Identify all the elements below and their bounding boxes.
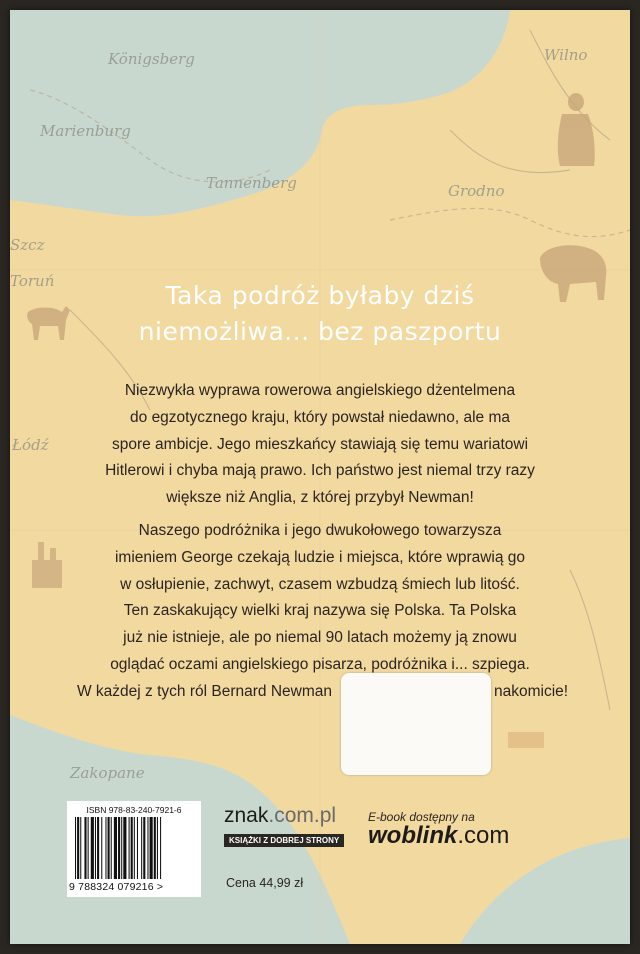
publisher-name	[224, 804, 344, 828]
ebook-store-domain: .com	[457, 822, 510, 849]
barcode-bar	[77, 817, 79, 879]
barcode-bar	[91, 817, 94, 879]
barcode-bar	[108, 817, 110, 879]
ebook-label: E-book dostępny na	[368, 810, 475, 824]
blurb-line-left: W każdej z tych ról Bernard Newman	[77, 682, 332, 700]
blurb-line-right: nakomicie!	[494, 682, 569, 700]
map-label-zakopane: Zakopane	[70, 764, 145, 782]
barcode-bar	[114, 817, 117, 879]
blurb-line: do egzotycznego kraju, który powstał niedawno, ale ma	[130, 408, 510, 426]
book-back-cover	[10, 10, 630, 944]
blurb-line: Hitlerowi i chyba mają prawo. Ich państwo jest niemal trzy razy	[105, 462, 535, 480]
map-label-lodz: Łódź	[12, 436, 49, 454]
price-sticker	[341, 673, 491, 775]
barcode-bar	[157, 817, 158, 879]
map-label-grodno: Grodno	[448, 182, 505, 200]
blurb-line: Naszego podróżnika i jego dwukołowego towarzysza	[138, 522, 502, 539]
map-label-marienburg: Marienburg	[40, 122, 131, 140]
publisher-tagline: KSIĄŻKI Z DOBREJ STRONY	[224, 834, 344, 847]
blurb-line: imieniem George czekają ludzie i miejsca, które wprawią go	[114, 548, 526, 566]
barcode-bar	[105, 817, 106, 879]
barcode-bar	[160, 817, 161, 879]
blurb-line: Niezwykła wyprawa rowerowa angielskiego dżentelmena	[124, 382, 516, 399]
blurb-line: oglądać oczami angielskiego pisarza, podróżnika i... szpiega.	[110, 655, 530, 673]
barcode-bar	[111, 817, 112, 879]
barcode-digits: 9 788324 079216 >	[69, 881, 164, 893]
price-label: Cena 44,99 zł	[226, 876, 304, 890]
barcode-bar	[150, 817, 153, 879]
publisher-name-tld: .com.pl	[268, 804, 337, 827]
barcode-bar	[101, 817, 102, 879]
map-label-tannenberg: Tannenberg	[206, 174, 297, 192]
blurb-paragraph-2	[10, 518, 630, 706]
barcode-bar	[129, 817, 130, 879]
barcode-bar	[134, 817, 135, 879]
blurb-line: spore ambicje. Jego mieszkańcy stawiają się temu wariatowi	[111, 435, 529, 453]
isbn-label: ISBN 978-83-240-7921-6	[86, 805, 182, 815]
blurb-paragraph-1	[10, 378, 630, 512]
headline-line-1: Taka podróż byłaby dziś	[165, 281, 475, 310]
blurb-line: Ten zaskakujący wielki kraj nazywa się Polska. Ta Polska	[123, 602, 517, 620]
barcode-bar	[97, 817, 99, 879]
barcode-bar	[131, 817, 133, 879]
barcode-bar	[84, 817, 86, 879]
barcode-bars	[75, 817, 193, 879]
map-label-wilno: Wilno	[544, 46, 588, 64]
barcode-bar	[137, 817, 138, 879]
map-label-konigsberg: Königsberg	[108, 50, 195, 68]
barcode-bar	[143, 817, 145, 879]
publisher-name-main: znak	[224, 804, 269, 827]
isbn-barcode	[67, 801, 201, 897]
barcode-bar	[147, 817, 148, 879]
barcode-bar	[80, 817, 81, 879]
headline	[10, 278, 630, 350]
ebook-store-brand: woblink	[368, 822, 458, 849]
publisher-logo	[224, 804, 344, 847]
blurb-line-partial	[10, 679, 630, 706]
barcode-bar	[141, 817, 142, 879]
headline-line-2: niemożliwa... bez paszportu	[138, 317, 502, 346]
barcode-bar	[123, 817, 126, 879]
map-label-szcz: Szcz	[10, 236, 45, 254]
barcode-bar	[75, 817, 76, 879]
barcode-bar	[95, 817, 96, 879]
blurb-line: większe niż Anglia, z której przybył Newman!	[166, 489, 474, 507]
blurb-line: w osłupienie, zachwyt, czasem wzbudzą śmiech lub litość.	[120, 575, 520, 593]
ebook-store-logo	[368, 822, 509, 850]
barcode-bar	[154, 817, 156, 879]
barcode-bar	[121, 817, 122, 879]
blurb-line: już nie istnieje, ale po niemal 90 latach możemy ją znowu	[123, 629, 517, 647]
map-stamp	[508, 732, 544, 748]
barcode-bar	[88, 817, 89, 879]
map-label-torun: Toruń	[10, 272, 55, 290]
barcode-bar	[118, 817, 120, 879]
